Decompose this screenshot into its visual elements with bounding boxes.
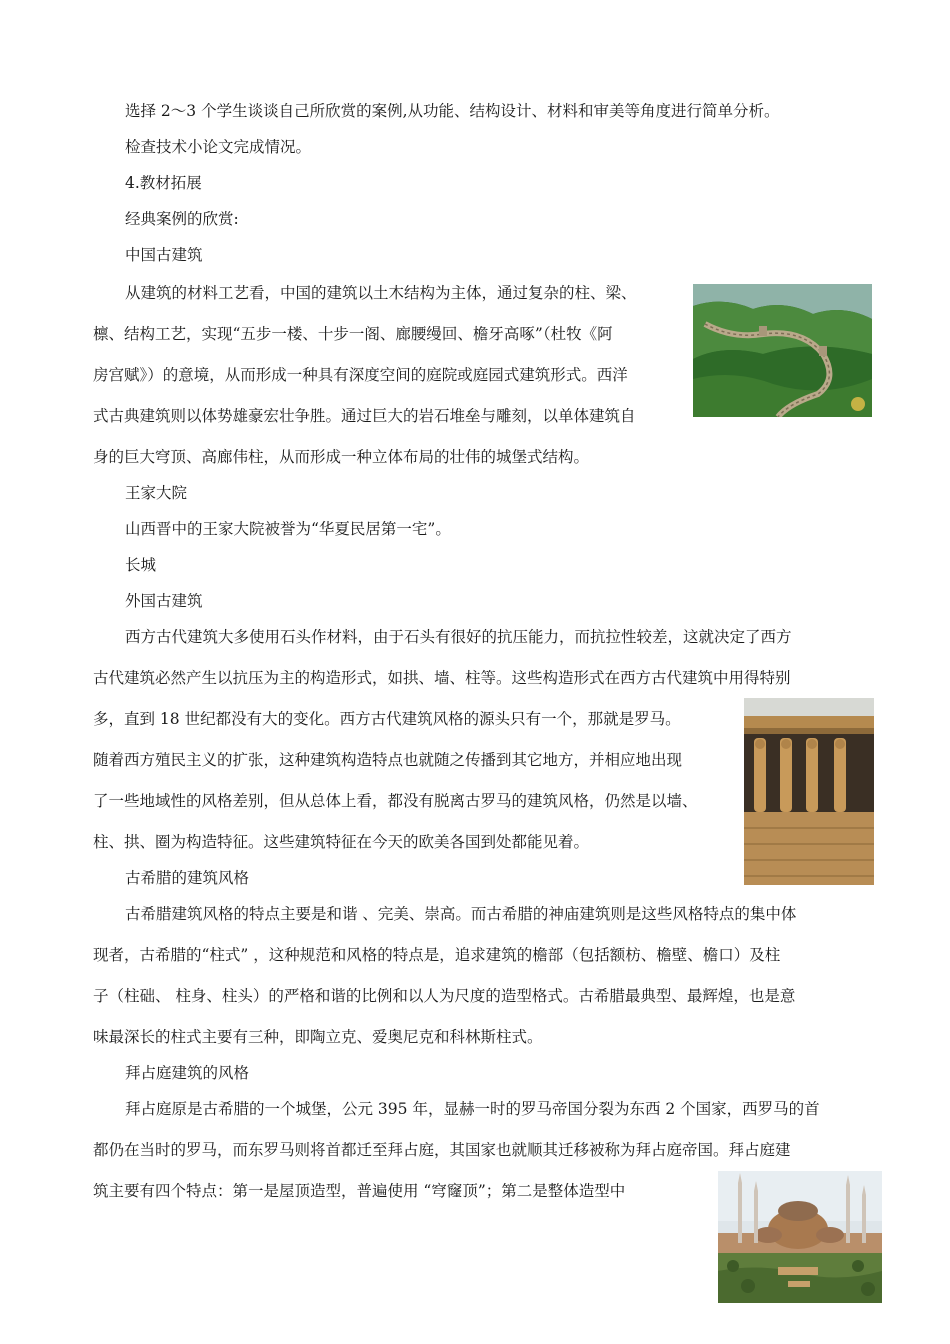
paragraph-line: 味最深长的柱式主要有三种，即陶立克、爱奥尼克和科林斯柱式。 — [93, 1028, 543, 1046]
paragraph-line: 筑主要有四个特点：第一是屋顶造型，普遍使用 “穹窿顶”；第二是整体造型中 — [93, 1182, 626, 1200]
paragraph-line: 了一些地域性的风格差别，但从总体上看，都没有脱离古罗马的建筑风格，仍然是以墙、 — [93, 792, 698, 810]
paragraph-line: 从建筑的材料工艺看，中国的建筑以土木结构为主体，通过复杂的柱、梁、 — [125, 284, 637, 302]
paragraph-line: 西方古代建筑大多使用石头作材料，由于石头有很好的抗压能力，而抗拉性较差，这就决定了西方 — [125, 628, 792, 646]
paragraph-line: 房宫赋》）的意境，从而形成一种具有深度空间的庭院或庭园式建筑形式。西洋 — [93, 366, 628, 384]
subheading: 外国古建筑 — [125, 592, 203, 610]
paragraph-line: 随着西方殖民主义的扩张，这种建筑构造特点也就随之传播到其它地方，并相应地出现 — [93, 751, 683, 769]
subheading: 拜占庭建筑的风格 — [125, 1064, 250, 1082]
paragraph-line: 山西晋中的王家大院被誉为“华夏民居第一宅”。 — [125, 520, 451, 538]
paragraph-line: 都仍在当时的罗马，而东罗马则将首都迁至拜占庭，其国家也就顺其迁移被称为拜占庭帝国。拜占庭建 — [93, 1141, 791, 1159]
paragraph-line: 拜占庭原是古希腊的一个城堡，公元 395 年，显赫一时的罗马帝国分裂为东西 2 个国家，西罗马的首 — [125, 1100, 820, 1118]
subheading: 中国古建筑 — [125, 246, 203, 264]
paragraph-line: 多，直到 18 世纪都没有大的变化。西方古代建筑风格的源头只有一个，那就是罗马。 — [93, 710, 681, 728]
great-wall-photo — [693, 284, 872, 417]
paragraph-line: 现者，古希腊的“柱式” ，这种规范和风格的特点是，追求建筑的檐部（包括额枋、檐壁、檐口）及柱 — [93, 946, 781, 964]
text-line: 选择 2～3 个学生谈谈自己所欣赏的案例,从功能、结构设计、材料和审美等角度进行简单分析。 — [125, 102, 780, 120]
paragraph-line: 式古典建筑则以体势雄豪宏壮争胜。通过巨大的岩石堆垒与雕刻，以单体建筑自 — [93, 407, 636, 425]
paragraph-line: 檩、结构工艺，实现“五步一楼、十步一阁、廊腰缦回、檐牙高啄”（杜牧《阿 — [93, 325, 613, 343]
subheading: 古希腊的建筑风格 — [125, 869, 250, 887]
paragraph-line: 古代建筑必然产生以抗压为主的构造形式，如拱、墙、柱等。这些构造形式在西方古代建筑中用得特别 — [93, 669, 791, 687]
paragraph-line: 柱、拱、圈为构造特征。这些建筑特征在今天的欧美各国到处都能见着。 — [93, 833, 590, 851]
caryatid-porch-photo — [744, 698, 874, 885]
subheading: 长城 — [125, 556, 157, 574]
paragraph-line: 古希腊建筑风格的特点主要是和谐 、完美、崇高。而古希腊的神庙建筑则是这些风格特点的集中体 — [125, 905, 797, 923]
domed-mosque-photo — [718, 1171, 882, 1303]
section-heading: 4.教材拓展 — [125, 174, 202, 192]
subheading: 经典案例的欣赏: — [125, 210, 239, 228]
subheading: 王家大院 — [125, 484, 188, 502]
text-line: 检查技术小论文完成情况。 — [125, 138, 312, 156]
paragraph-line: 子（柱础、 柱身、柱头）的严格和谐的比例和以人为尺度的造型格式。古希腊最典型、最辉煌，也是意 — [93, 987, 796, 1005]
paragraph-line: 身的巨大穹顶、高廊伟柱，从而形成一种立体布局的壮伟的城堡式结构。 — [93, 448, 590, 466]
